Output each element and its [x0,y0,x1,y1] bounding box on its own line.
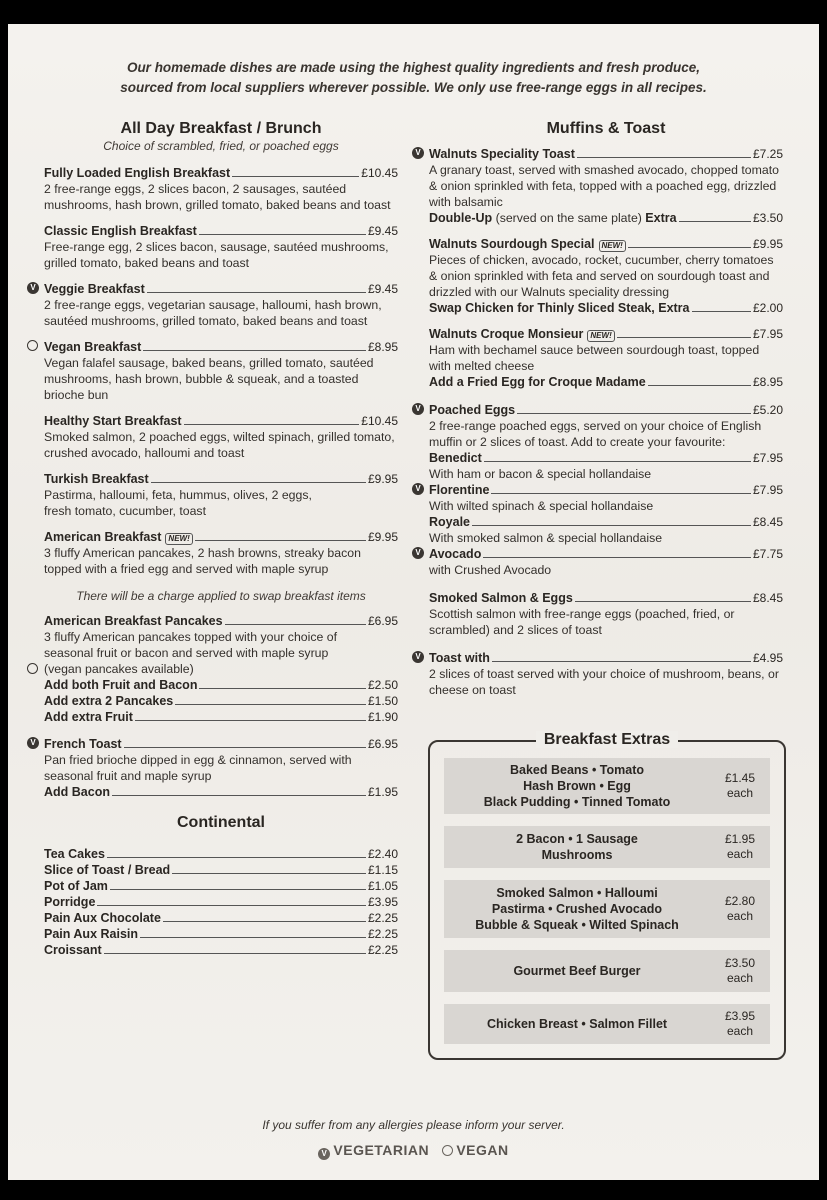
item-name: American Breakfast Pancakes [44,614,223,628]
continental-item: Slice of Toast / Bread £1.15 [44,863,398,877]
item-price: £8.95 [367,340,398,354]
item-description: Smoked salmon, 2 poached eggs, wilted spinach, grilled tomato, crushed avocado, halloumi and toast [44,430,395,460]
vegetarian-icon: V [412,547,424,559]
variant-name: Florentine [429,483,490,497]
menu-item [44,223,398,271]
variant-description: With wilted spinach & special hollandaise [429,499,654,513]
menu-item [44,339,398,403]
menu-item [44,613,398,725]
extras-row [444,826,770,868]
breakfast-column [30,120,398,958]
item-name: Walnuts Croque Monsieur [429,327,584,341]
item-price: £4.95 [752,651,783,665]
extras-items: Chicken Breast • Salmon Fillet [486,1017,668,1031]
item-price: £9.95 [752,237,783,251]
intro-text [8,58,819,98]
menu-item [30,736,398,800]
extras-items: Gourmet Beef Burger [513,964,641,978]
item-description: Pan fried brioche dipped in egg & cinnamon, served with seasonal fruit and maple syrup [44,753,352,783]
variant-price: £7.75 [752,547,783,561]
item-description: Ham with bechamel sauce between sourdough toast, topped with melted cheese [429,343,760,373]
menu-item [44,413,398,461]
continental-item: Pain Aux Chocolate £2.25 [44,911,398,925]
continental-item: Pot of Jam £1.05 [44,879,398,893]
extras-price: £1.45 each [724,771,756,800]
item-price: £9.45 [367,282,398,296]
continental-item: Pain Aux Raisin £2.25 [44,927,398,941]
item-price: £6.95 [367,614,398,628]
extras-items: Baked Beans • Tomato Hash Brown • Egg Black Pudding • Tinned Tomato [483,763,671,809]
extras-price: £3.95 each [724,1009,756,1038]
breakfast-section-title: All Day Breakfast / Brunch [120,120,322,137]
item-price: £7.95 [752,327,783,341]
continental-item: Tea Cakes £2.40 [44,847,398,861]
item-price: £9.95 [367,472,398,486]
item-description: 2 free-range eggs, 2 slices bacon, 2 sausages, sautéed mushrooms, hash brown, grilled tomato, baked beans and toast [44,182,391,212]
addon-price: £2.00 [752,301,783,315]
continental-list [44,846,398,958]
swap-note: There will be a charge applied to swap breakfast items [76,589,366,603]
item-name: Smoked Salmon & Eggs [429,591,573,605]
intro-line-2: sourced from local suppliers wherever possible. We only use free-range eggs in all recipes. [120,80,707,95]
item-price: £9.95 [367,530,398,544]
menu-item [44,471,398,519]
variant-description: With smoked salmon & special hollandaise [429,531,663,545]
vegetarian-icon: V [412,403,424,415]
item-description: 2 free-range poached eggs, served on your choice of English muffin or 2 slices of toast. Add to create your favourite: [429,419,762,449]
item-description: 3 fluffy American pancakes topped with your choice of seasonal fruit or bacon and served with maple syrup [44,630,338,660]
item-price: £6.95 [367,737,398,751]
item-description: Scottish salmon with free-range eggs (poached, fried, or scrambled) and 2 slices of toast [429,607,735,637]
addon-name: Add a Fried Egg for Croque Madame [429,375,646,389]
breakfast-extras-title: Breakfast Extras [536,731,678,748]
extras-items: 2 Bacon • 1 Sausage Mushrooms [516,832,638,862]
variant-name: Royale [429,515,470,529]
menu-item [415,650,783,698]
menu-item [44,165,398,213]
item-name: French Toast [44,737,122,751]
vegetarian-icon: V [412,651,424,663]
item-name: Poached Eggs [429,403,516,417]
item-description: Pieces of chicken, avocado, rocket, cucumber, cherry tomatoes & onion sprinkled with feta and served on sourdough toast and drizzled with our Walnuts speciality dressing [429,253,774,299]
new-badge: NEW! [587,330,614,342]
allergy-note: If you suffer from any allergies please inform your server. [262,1118,565,1132]
item-price: £9.45 [367,224,398,238]
item-name: Vegan Breakfast [44,340,142,354]
item-price: £10.45 [361,414,398,428]
item-name: Fully Loaded English Breakfast [44,166,231,180]
vegetarian-icon: V [318,1148,330,1160]
vegan-label: VEGAN [456,1142,509,1158]
vegan-note: (vegan pancakes available) [44,661,398,677]
addon-price: £8.95 [752,375,783,389]
extras-price: £2.80 each [724,894,756,923]
item-description: 3 fluffy American pancakes, 2 hash browns, streaky bacon topped with a fried egg and served with maple syrup [44,546,361,576]
vegetarian-icon: V [27,282,39,294]
variant-name: Avocado [429,547,482,561]
addon-name: Swap Chicken for Thinly Sliced Steak, Extra [429,301,690,315]
menu-page [8,24,819,1180]
vegan-icon [442,1145,453,1156]
continental-item: Porridge £3.95 [44,895,398,909]
new-badge: NEW! [165,533,192,545]
vegetarian-icon: V [412,147,424,159]
muffins-section-title: Muffins & Toast [546,120,666,137]
breakfast-extras-box [428,731,786,1060]
item-price: £7.25 [752,147,783,161]
vegetarian-icon: V [27,737,39,749]
item-name: Turkish Breakfast [44,472,149,486]
addon-price: £1.95 [367,785,398,799]
vegetarian-icon: V [412,483,424,495]
item-description: Vegan falafel sausage, baked beans, grilled tomato, sautéed mushrooms, hash brown, bubble & squeak, and a toasted brioche bun [44,356,374,402]
item-description: 2 slices of toast served with your choice of mushroom, beans, or cheese on toast [429,667,779,697]
vegan-icon [27,663,38,674]
extras-items: Smoked Salmon • Halloumi Pastirma • Crushed Avocado Bubble & Squeak • Wilted Spinach [475,886,679,932]
item-name: Walnuts Speciality Toast [429,147,575,161]
dietary-legend [8,1142,819,1160]
item-name: Classic English Breakfast [44,224,197,238]
item-name: Walnuts Sourdough Special [429,237,595,251]
extras-row [444,1004,770,1044]
muffins-toast-column [415,120,783,698]
variant-price: £7.95 [752,483,783,497]
new-badge: NEW! [599,240,626,252]
vegetarian-label: VEGETARIAN [333,1142,430,1158]
menu-item [429,590,783,638]
item-name: Veggie Breakfast [44,282,145,296]
continental-section-title: Continental [177,814,265,831]
addon-name: Add extra 2 Pancakes [44,694,174,708]
item-price: £8.45 [752,591,783,605]
double-up-row: Double-Up (served on the same plate) Extra £3.50 [429,211,783,225]
item-name: Toast with [429,651,490,665]
menu-item [44,529,398,577]
item-description: A granary toast, served with smashed avocado, chopped tomato & onion sprinkled with feta, topped with a poached egg, drizzled with balsamic [429,163,779,209]
extras-row [444,880,770,938]
extras-price: £3.50 each [724,956,756,985]
extras-price: £1.95 each [724,832,756,861]
item-price: £5.20 [752,403,783,417]
addon-price: £1.90 [367,710,398,724]
addon-price: £1.50 [367,694,398,708]
variant-name: Benedict [429,451,482,465]
item-description: Free-range egg, 2 slices bacon, sausage, sautéed mushrooms, grilled tomato, baked beans and toast [44,240,389,270]
variant-description: With ham or bacon & special hollandaise [429,467,652,481]
menu-item [415,402,783,578]
menu-item [415,146,783,226]
vegan-icon [27,340,38,351]
menu-item [429,326,783,390]
item-description: 2 free-range eggs, vegetarian sausage, halloumi, hash brown, sautéed mushrooms, grilled tomato, baked beans and toast [44,298,382,328]
item-name: American Breakfast [44,530,162,544]
addon-name: Add extra Fruit [44,710,133,724]
variant-description: with Crushed Avocado [429,563,552,577]
extras-row [444,950,770,992]
breakfast-section-subtitle: Choice of scrambled, fried, or poached eggs [103,139,339,153]
addon-name: Add both Fruit and Bacon [44,678,198,692]
menu-item [30,281,398,329]
menu-item [429,236,783,316]
item-description: Pastirma, halloumi, feta, hummus, olives, 2 eggs, fresh tomato, cucumber, toast [44,488,312,518]
item-name: Healthy Start Breakfast [44,414,182,428]
addon-price: £2.50 [367,678,398,692]
item-price: £10.45 [361,166,398,180]
continental-item: Croissant £2.25 [44,943,398,957]
variant-price: £8.45 [752,515,783,529]
extras-row [444,758,770,814]
addon-name: Add Bacon [44,785,110,799]
intro-line-1: Our homemade dishes are made using the highest quality ingredients and fresh produce, [126,60,701,75]
variant-price: £7.95 [752,451,783,465]
